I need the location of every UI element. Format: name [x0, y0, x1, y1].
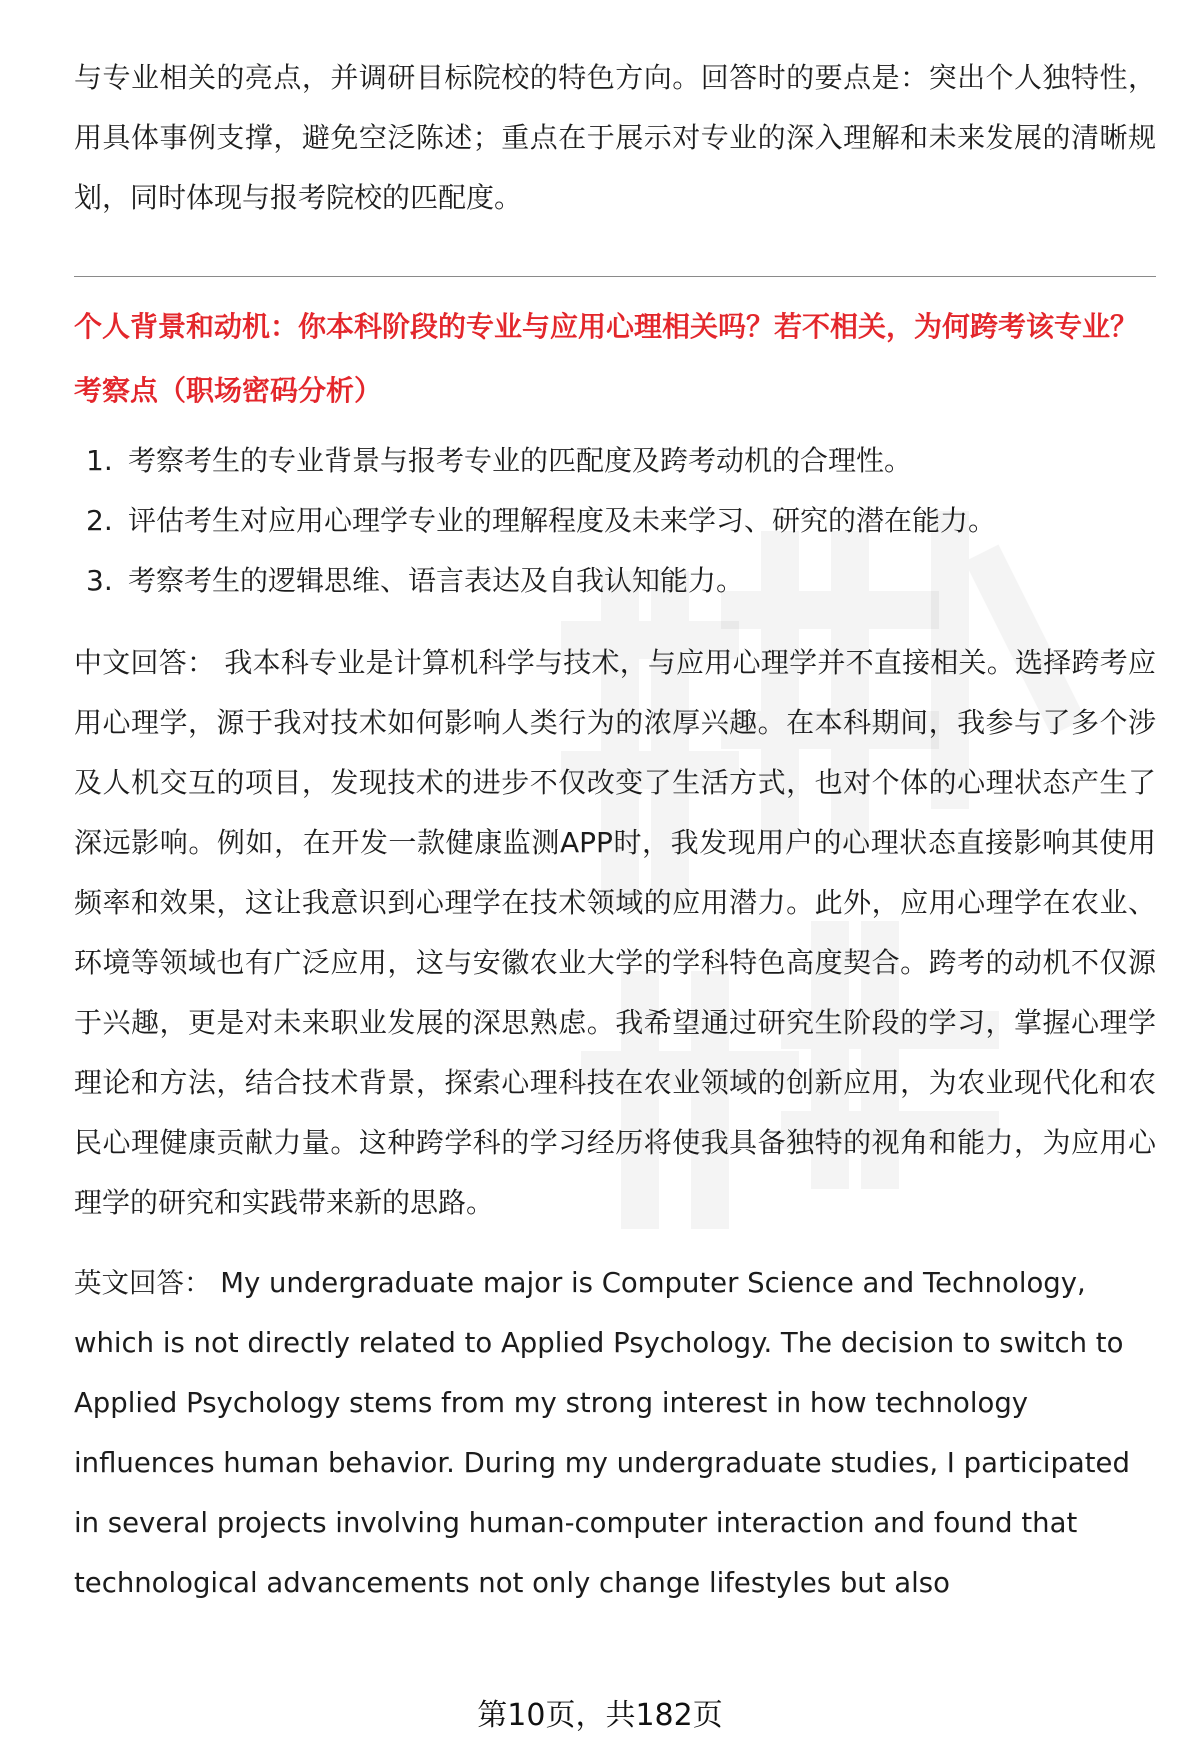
focus-heading: 考察点（职场密码分析） — [74, 374, 383, 407]
intro-paragraph: 与专业相关的亮点，并调研目标院校的特色方向。回答时的要点是：突出个人独特性，用具体事例支撑，避免空泛陈述；重点在于展示对专业的深入理解和未来发展的清晰规划，同时体现与报考院校的匹配度。 — [74, 61, 1156, 214]
list-item-number: 1. — [86, 444, 113, 477]
english-answer: 英文回答： My undergraduate major is Computer Science and Technology, which is not directly related to Applied Psychology. The decision to switch to Applied Psychology stems from my strong interest in how technology influences human behavior. During my undergraduate studies, I participated in several projects involving human-computer interaction and found that technological advancements not only change lifestyles but also — [74, 1267, 1130, 1599]
list-item-text: 考察考生的逻辑思维、语言表达及自我认知能力。 — [128, 564, 745, 597]
focus-points-list — [74, 431, 1156, 611]
list-item — [74, 551, 1156, 611]
list-item-number: 2. — [86, 504, 113, 537]
section-divider — [74, 276, 1156, 277]
question-heading: 个人背景和动机：你本科阶段的专业与应用心理相关吗？若不相关，为何跨考该专业？ — [74, 310, 1139, 343]
list-item-text: 考察考生的专业背景与报考专业的匹配度及跨考动机的合理性。 — [128, 444, 913, 477]
list-item — [74, 431, 1156, 491]
list-item — [74, 491, 1156, 551]
chinese-answer: 中文回答： 我本科专业是计算机科学与技术，与应用心理学并不直接相关。选择跨考应用心理学，源于我对技术如何影响人类行为的浓厚兴趣。在本科期间，我参与了多个涉及人机交互的项目，发现技术的进步不仅改变了生活方式，也对个体的心理状态产生了深远影响。例如，在开发一款健康监测APP时，我发现用户的心理状态直接影响其使用频率和效果，这让我意识到心理学在技术领域的应用潜力。此外，应用心理学在农业、环境等领域也有广泛应用，这与安徽农业大学的学科特色高度契合。跨考的动机不仅源于兴趣，更是对未来职业发展的深思熟虑。我希望通过研究生阶段的学习，掌握心理学理论和方法，结合技术背景，探索心理科技在农业领域的创新应用，为农业现代化和农民心理健康贡献力量。这种跨学科的学习经历将使我具备独特的视角和能力，为应用心理学的研究和实践带来新的思路。 — [74, 646, 1156, 1219]
document-page — [74, 48, 1156, 1633]
list-item-number: 3. — [86, 564, 113, 597]
page-footer: 第10页，共182页 — [477, 1698, 723, 1733]
list-item-text: 评估考生对应用心理学专业的理解程度及未来学习、研究的潜在能力。 — [128, 504, 997, 537]
